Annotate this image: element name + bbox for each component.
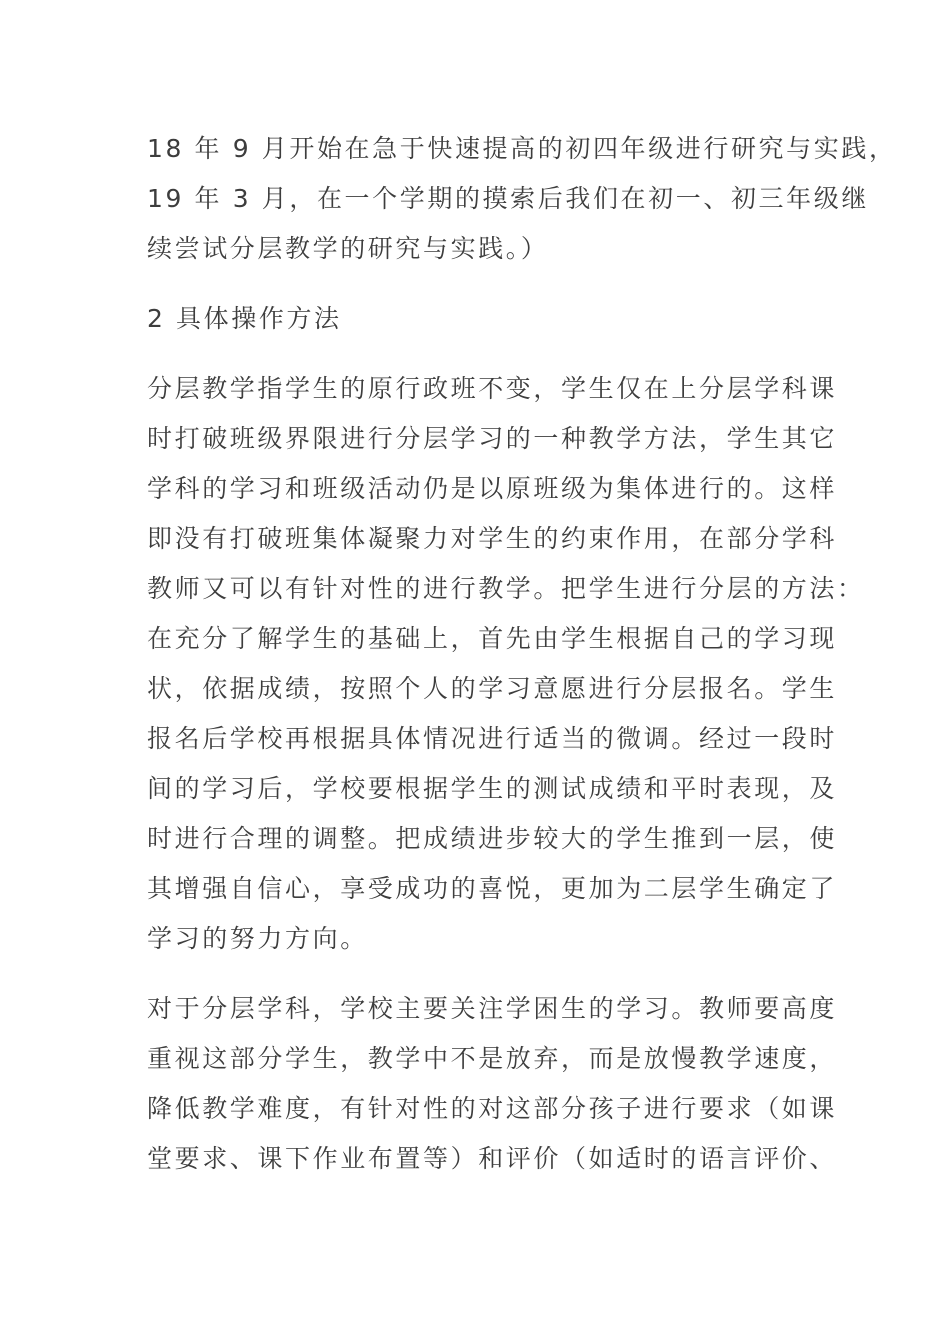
text-line: 堂要求、课下作业布置等）和评价（如适时的语言评价、 <box>147 1144 838 1173</box>
text-line: 对于分层学科，学校主要关注学困生的学习。教师要高度 <box>147 994 838 1023</box>
paragraph-gap <box>147 274 797 294</box>
text-line: 19 年 3 月，在一个学期的摸索后我们在初一、初三年级继 <box>147 184 869 213</box>
paragraph-gap <box>147 344 797 364</box>
paragraph-gap <box>147 964 797 984</box>
text-line: 报名后学校再根据具体情况进行适当的微调。经过一段时 <box>147 724 838 753</box>
heading-line: 2 具体操作方法 <box>147 304 342 333</box>
text-line: 在充分了解学生的基础上，首先由学生根据自己的学习现 <box>147 624 838 653</box>
text-line: 分层教学指学生的原行政班不变，学生仅在上分层学科课 <box>147 374 838 403</box>
text-line: 间的学习后，学校要根据学生的测试成绩和平时表现，及 <box>147 774 838 803</box>
text-line: 重视这部分学生，教学中不是放弃，而是放慢教学速度， <box>147 1044 838 1073</box>
paragraph-intro-continued <box>147 124 897 274</box>
paragraph-struggling-students <box>147 984 838 1184</box>
text-line: 即没有打破班集体凝聚力对学生的约束作用，在部分学科 <box>147 524 838 553</box>
text-line: 学科的学习和班级活动仍是以原班级为集体进行的。这样 <box>147 474 838 503</box>
text-line: 续尝试分层教学的研究与实践。） <box>147 234 549 263</box>
text-line: 时进行合理的调整。把成绩进步较大的学生推到一层，使 <box>147 824 838 853</box>
text-line: 时打破班级界限进行分层学习的一种教学方法，学生其它 <box>147 424 838 453</box>
paragraph-method <box>147 364 865 964</box>
text-line: 其增强自信心，享受成功的喜悦，更加为二层学生确定了 <box>147 874 838 903</box>
text-line: 降低教学难度，有针对性的对这部分孩子进行要求（如课 <box>147 1094 838 1123</box>
document-body <box>147 124 897 1184</box>
section-heading <box>147 294 797 344</box>
text-line: 学习的努力方向。 <box>147 924 368 953</box>
text-line: 教师又可以有针对性的进行教学。把学生进行分层的方法： <box>147 574 865 603</box>
text-line: 状，依据成绩，按照个人的学习意愿进行分层报名。学生 <box>147 674 838 703</box>
text-line: 18 年 9 月开始在急于快速提高的初四年级进行研究与实践， <box>147 134 897 163</box>
